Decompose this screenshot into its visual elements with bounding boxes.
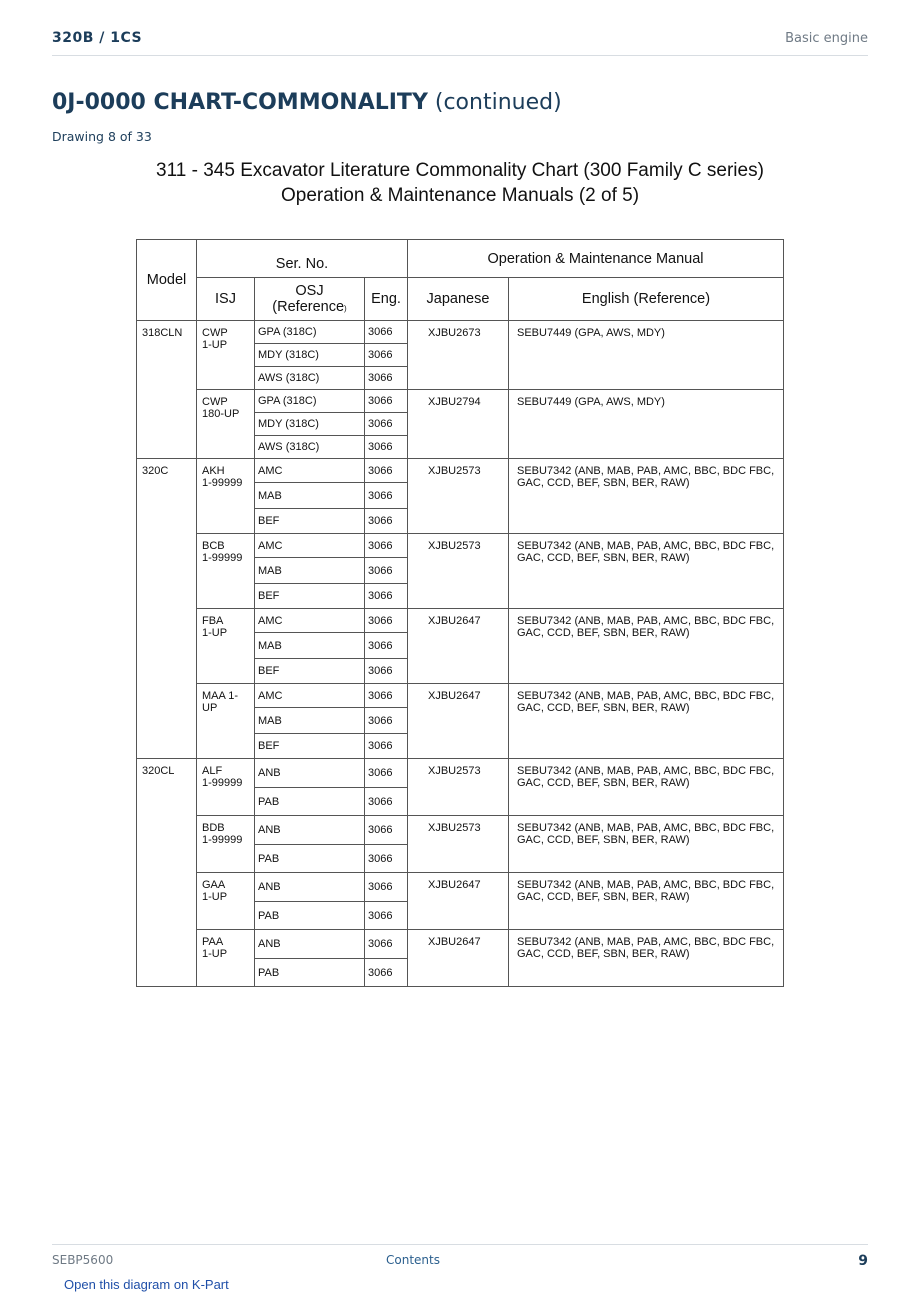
isj-range: 1-UP bbox=[202, 891, 228, 903]
osj-cell: ANB bbox=[255, 873, 365, 902]
eng-cell: 3066 bbox=[365, 930, 408, 959]
eng-cell: 3066 bbox=[365, 959, 408, 987]
header-japanese: Japanese bbox=[408, 278, 509, 321]
table-row bbox=[137, 390, 784, 413]
isj-cell bbox=[197, 873, 255, 930]
chart-title-line1: 311 - 345 Excavator Literature Commonality Chart (300 Family C series) bbox=[156, 160, 764, 181]
isj-cell bbox=[197, 390, 255, 459]
english-manual-cell: SEBU7342 (ANB, MAB, PAB, AMC, BBC, BDC FBC, GAC, CCD, BEF, SBN, BER, RAW) bbox=[509, 534, 784, 609]
eng-cell: 3066 bbox=[365, 390, 408, 413]
commonality-table-body bbox=[137, 321, 784, 987]
page-title-suffix: (continued) bbox=[434, 90, 562, 115]
japanese-manual-cell: XJBU2647 bbox=[408, 930, 509, 987]
page-title-main: 0J-0000 CHART-COMMONALITY bbox=[52, 90, 428, 115]
isj-range: 180-UP bbox=[202, 408, 240, 420]
eng-cell: 3066 bbox=[365, 734, 408, 759]
eng-cell: 3066 bbox=[365, 759, 408, 788]
english-manual-cell: SEBU7342 (ANB, MAB, PAB, AMC, BBC, BDC FBC, GAC, CCD, BEF, SBN, BER, RAW) bbox=[509, 459, 784, 534]
isj-range: 1-99999 bbox=[202, 552, 243, 564]
isj-cell bbox=[197, 816, 255, 873]
osj-cell: AMC bbox=[255, 684, 365, 708]
osj-cell: AWS (318C) bbox=[255, 367, 365, 390]
english-manual-cell: SEBU7449 (GPA, AWS, MDY) bbox=[509, 390, 784, 459]
osj-cell: GPA (318C) bbox=[255, 390, 365, 413]
isj-prefix: CWP bbox=[202, 396, 228, 408]
header-model-label: 320B / 1CS bbox=[52, 30, 143, 46]
isj-range: 1-UP bbox=[202, 948, 228, 960]
isj-prefix: MAA 1-UP bbox=[202, 690, 239, 714]
eng-cell: 3066 bbox=[365, 816, 408, 845]
osj-cell: MAB bbox=[255, 633, 365, 659]
header-ser-no: Ser. No. bbox=[197, 240, 408, 278]
page-number: 9 bbox=[858, 1253, 868, 1269]
drawing-count: Drawing 8 of 33 bbox=[52, 129, 152, 144]
isj-cell bbox=[197, 321, 255, 390]
header-divider bbox=[52, 55, 868, 56]
osj-cell: ANB bbox=[255, 816, 365, 845]
table-row bbox=[137, 609, 784, 633]
osj-cell: MDY (318C) bbox=[255, 413, 365, 436]
osj-cell: ANB bbox=[255, 930, 365, 959]
english-manual-cell: SEBU7342 (ANB, MAB, PAB, AMC, BBC, BDC FBC, GAC, CCD, BEF, SBN, BER, RAW) bbox=[509, 816, 784, 873]
japanese-manual-cell: XJBU2647 bbox=[408, 609, 509, 684]
english-manual-cell: SEBU7342 (ANB, MAB, PAB, AMC, BBC, BDC FBC, GAC, CCD, BEF, SBN, BER, RAW) bbox=[509, 930, 784, 987]
isj-prefix: GAA bbox=[202, 879, 226, 891]
header-osj-label: OSJ bbox=[295, 283, 324, 299]
eng-cell: 3066 bbox=[365, 584, 408, 609]
header-eng: Eng. bbox=[365, 278, 408, 321]
japanese-manual-cell: XJBU2673 bbox=[408, 321, 509, 390]
english-manual-cell: SEBU7342 (ANB, MAB, PAB, AMC, BBC, BDC FBC, GAC, CCD, BEF, SBN, BER, RAW) bbox=[509, 684, 784, 759]
eng-cell: 3066 bbox=[365, 659, 408, 684]
japanese-manual-cell: XJBU2573 bbox=[408, 459, 509, 534]
model-cell: 318CLN bbox=[137, 321, 197, 459]
isj-cell bbox=[197, 930, 255, 987]
osj-cell: MAB bbox=[255, 558, 365, 584]
page-title bbox=[52, 90, 562, 115]
eng-cell: 3066 bbox=[365, 534, 408, 558]
table-row bbox=[137, 534, 784, 558]
isj-prefix: PAA bbox=[202, 936, 224, 948]
eng-cell: 3066 bbox=[365, 558, 408, 584]
isj-range: 1-99999 bbox=[202, 777, 243, 789]
isj-cell bbox=[197, 534, 255, 609]
eng-cell: 3066 bbox=[365, 708, 408, 734]
isj-prefix: FBA bbox=[202, 615, 224, 627]
commonality-table bbox=[136, 239, 784, 987]
english-manual-cell: SEBU7342 (ANB, MAB, PAB, AMC, BBC, BDC FBC, GAC, CCD, BEF, SBN, BER, RAW) bbox=[509, 873, 784, 930]
eng-cell: 3066 bbox=[365, 413, 408, 436]
eng-cell: 3066 bbox=[365, 344, 408, 367]
osj-cell: AMC bbox=[255, 534, 365, 558]
isj-prefix: CWP bbox=[202, 327, 228, 339]
eng-cell: 3066 bbox=[365, 873, 408, 902]
model-cell: 320CL bbox=[137, 759, 197, 987]
osj-cell: ANB bbox=[255, 759, 365, 788]
osj-cell: AMC bbox=[255, 609, 365, 633]
eng-cell: 3066 bbox=[365, 367, 408, 390]
osj-cell: MAB bbox=[255, 708, 365, 734]
osj-cell: GPA (318C) bbox=[255, 321, 365, 344]
table-row bbox=[137, 930, 784, 959]
english-manual-cell: SEBU7342 (ANB, MAB, PAB, AMC, BBC, BDC FBC, GAC, CCD, BEF, SBN, BER, RAW) bbox=[509, 759, 784, 816]
footer-doc-number: SEBP5600 bbox=[52, 1253, 114, 1267]
osj-cell: BEF bbox=[255, 509, 365, 534]
osj-cell: PAB bbox=[255, 845, 365, 873]
chart-title-line2: Operation & Maintenance Manuals (2 of 5) bbox=[280, 185, 640, 206]
footer-divider bbox=[52, 1244, 868, 1245]
osj-cell: AMC bbox=[255, 459, 365, 483]
header-osj-ref-paren: ) bbox=[344, 304, 347, 313]
eng-cell: 3066 bbox=[365, 684, 408, 708]
osj-cell: MAB bbox=[255, 483, 365, 509]
isj-prefix: ALF bbox=[202, 765, 223, 777]
isj-range: 1-99999 bbox=[202, 834, 243, 846]
osj-cell: BEF bbox=[255, 659, 365, 684]
eng-cell: 3066 bbox=[365, 509, 408, 534]
isj-cell bbox=[197, 759, 255, 816]
isj-range: 1-UP bbox=[202, 339, 228, 351]
osj-cell: AWS (318C) bbox=[255, 436, 365, 459]
table-row bbox=[137, 321, 784, 344]
osj-cell: MDY (318C) bbox=[255, 344, 365, 367]
japanese-manual-cell: XJBU2647 bbox=[408, 873, 509, 930]
eng-cell: 3066 bbox=[365, 483, 408, 509]
japanese-manual-cell: XJBU2573 bbox=[408, 759, 509, 816]
eng-cell: 3066 bbox=[365, 902, 408, 930]
table-row bbox=[137, 459, 784, 483]
header-om-manual: Operation & Maintenance Manual bbox=[408, 240, 784, 278]
eng-cell: 3066 bbox=[365, 321, 408, 344]
eng-cell: 3066 bbox=[365, 845, 408, 873]
kpart-link[interactable]: Open this diagram on K-Part bbox=[64, 1277, 229, 1292]
osj-cell: PAB bbox=[255, 788, 365, 816]
isj-range: 1-UP bbox=[202, 627, 228, 639]
eng-cell: 3066 bbox=[365, 459, 408, 483]
chart-title bbox=[0, 158, 920, 208]
osj-cell: PAB bbox=[255, 902, 365, 930]
isj-cell bbox=[197, 609, 255, 684]
eng-cell: 3066 bbox=[365, 609, 408, 633]
header-english: English (Reference) bbox=[509, 278, 784, 321]
isj-prefix: BCB bbox=[202, 540, 225, 552]
japanese-manual-cell: XJBU2573 bbox=[408, 816, 509, 873]
table-row bbox=[137, 684, 784, 708]
model-cell: 320C bbox=[137, 459, 197, 759]
eng-cell: 3066 bbox=[365, 436, 408, 459]
eng-cell: 3066 bbox=[365, 633, 408, 659]
isj-cell bbox=[197, 459, 255, 534]
header-isj: ISJ bbox=[197, 278, 255, 321]
osj-cell: BEF bbox=[255, 734, 365, 759]
contents-link[interactable]: Contents bbox=[386, 1253, 440, 1267]
isj-prefix: BDB bbox=[202, 822, 225, 834]
english-manual-cell: SEBU7449 (GPA, AWS, MDY) bbox=[509, 321, 784, 390]
eng-cell: 3066 bbox=[365, 788, 408, 816]
header-osj-ref: (Reference bbox=[272, 299, 345, 315]
japanese-manual-cell: XJBU2647 bbox=[408, 684, 509, 759]
english-manual-cell: SEBU7342 (ANB, MAB, PAB, AMC, BBC, BDC FBC, GAC, CCD, BEF, SBN, BER, RAW) bbox=[509, 609, 784, 684]
header-model: Model bbox=[137, 240, 197, 321]
osj-cell: PAB bbox=[255, 959, 365, 987]
osj-cell: BEF bbox=[255, 584, 365, 609]
table-row bbox=[137, 759, 784, 788]
table-row bbox=[137, 816, 784, 845]
japanese-manual-cell: XJBU2794 bbox=[408, 390, 509, 459]
isj-prefix: AKH bbox=[202, 465, 225, 477]
table-row bbox=[137, 873, 784, 902]
isj-range: 1-99999 bbox=[202, 477, 243, 489]
header-section-label: Basic engine bbox=[785, 31, 868, 46]
header-osj bbox=[255, 278, 365, 321]
isj-cell bbox=[197, 684, 255, 759]
japanese-manual-cell: XJBU2573 bbox=[408, 534, 509, 609]
